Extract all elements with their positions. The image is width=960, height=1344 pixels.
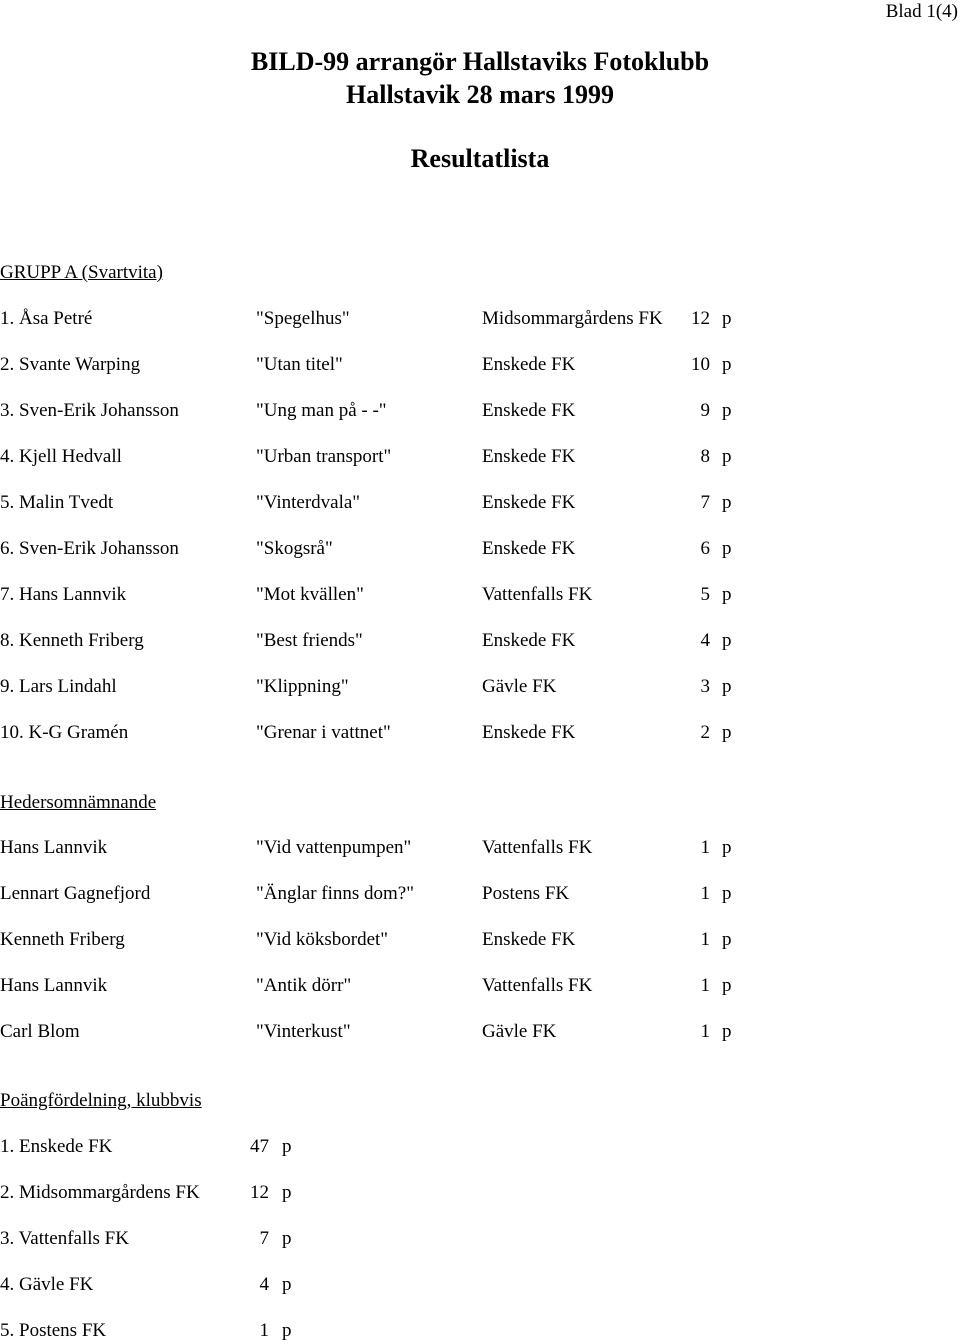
points-value: 4 xyxy=(259,1274,269,1295)
photo-title: "Utan titel" xyxy=(256,354,343,375)
club-name: Vattenfalls FK xyxy=(482,975,593,996)
photo-title: "Antik dörr" xyxy=(256,975,352,996)
points-value: 7 xyxy=(259,1228,269,1249)
club-points-row xyxy=(0,1181,960,1205)
photographer-name: Kenneth Friberg xyxy=(0,929,125,950)
points-unit: p xyxy=(282,1182,292,1203)
group-a-result-row xyxy=(0,491,960,515)
photo-title: "Vid vattenpumpen" xyxy=(256,837,412,858)
club-name: Vattenfalls FK xyxy=(482,584,593,605)
results-heading: Resultatlista xyxy=(410,144,550,173)
photographer-name: 5. Malin Tvedt xyxy=(0,492,114,513)
document-date-line: Hallstavik 28 mars 1999 xyxy=(346,80,614,109)
points-unit: p xyxy=(722,354,732,375)
club-name: Enskede FK xyxy=(482,492,576,513)
photographer-name: Hans Lannvik xyxy=(0,975,108,996)
club-name: Enskede FK xyxy=(482,446,576,467)
points-value: 9 xyxy=(700,400,710,421)
honorable-mention-heading: Hedersomnämnande xyxy=(0,792,157,813)
points-unit: p xyxy=(282,1136,292,1157)
points-value: 4 xyxy=(700,630,710,651)
club-points-row xyxy=(0,1273,960,1297)
club-name: Enskede FK xyxy=(482,722,576,743)
photo-title: "Mot kvällen" xyxy=(256,584,364,605)
group-a-result-row xyxy=(0,307,960,331)
photographer-name: 4. Kjell Hedvall xyxy=(0,446,122,467)
points-unit: p xyxy=(722,630,732,651)
points-value: 12 xyxy=(691,308,710,329)
club-name: 3. Vattenfalls FK xyxy=(0,1228,129,1249)
club-name: 4. Gävle FK xyxy=(0,1274,94,1295)
group-a-heading: GRUPP A (Svartvita) xyxy=(0,262,163,283)
club-name: 5. Postens FK xyxy=(0,1320,107,1341)
photographer-name: 1. Åsa Petré xyxy=(0,308,93,329)
photographer-name: Lennart Gagnefjord xyxy=(0,883,151,904)
honorable-mention-row xyxy=(0,974,960,998)
points-unit: p xyxy=(722,446,732,467)
photographer-name: 6. Sven-Erik Johansson xyxy=(0,538,179,559)
points-unit: p xyxy=(722,492,732,513)
club-points-heading: Poängfördelning, klubbvis xyxy=(0,1090,202,1111)
points-value: 1 xyxy=(700,837,710,858)
points-value: 3 xyxy=(700,676,710,697)
photographer-name: 2. Svante Warping xyxy=(0,354,141,375)
group-a-result-row xyxy=(0,583,960,607)
photographer-name: 8. Kenneth Friberg xyxy=(0,630,144,651)
photo-title: "Änglar finns dom?" xyxy=(256,883,414,904)
club-points-row xyxy=(0,1135,960,1159)
club-name: Enskede FK xyxy=(482,400,576,421)
photographer-name: 9. Lars Lindahl xyxy=(0,676,117,697)
points-unit: p xyxy=(282,1320,292,1341)
club-name: Enskede FK xyxy=(482,929,576,950)
points-unit: p xyxy=(722,837,732,858)
points-value: 6 xyxy=(700,538,710,559)
photographer-name: 10. K-G Gramén xyxy=(0,722,129,743)
club-name: Enskede FK xyxy=(482,630,576,651)
document-title: BILD-99 arrangör Hallstaviks Fotoklubb xyxy=(250,47,710,76)
photographer-name: 3. Sven-Erik Johansson xyxy=(0,400,179,421)
photo-title: "Best friends" xyxy=(256,630,363,651)
points-unit: p xyxy=(722,676,732,697)
group-a-result-row xyxy=(0,537,960,561)
photographer-name: 7. Hans Lannvik xyxy=(0,584,127,605)
points-value: 1 xyxy=(700,883,710,904)
group-a-result-row xyxy=(0,629,960,653)
photo-title: "Klippning" xyxy=(256,676,349,697)
photo-title: "Skogsrå" xyxy=(256,538,333,559)
photo-title: "Vinterkust" xyxy=(256,1021,351,1042)
points-value: 1 xyxy=(259,1320,269,1341)
group-a-result-row xyxy=(0,399,960,423)
page-number-label: Blad 1(4) xyxy=(885,1,958,22)
club-name: Midsommargårdens FK xyxy=(482,308,663,329)
points-unit: p xyxy=(722,975,732,996)
photo-title: "Urban transport" xyxy=(256,446,392,467)
points-value: 12 xyxy=(250,1182,269,1203)
club-name: Gävle FK xyxy=(482,1021,557,1042)
points-unit: p xyxy=(722,929,732,950)
group-a-result-row xyxy=(0,445,960,469)
photo-title: "Ung man på - -" xyxy=(256,400,387,421)
club-name: 2. Midsommargårdens FK xyxy=(0,1182,200,1203)
points-unit: p xyxy=(722,722,732,743)
honorable-mention-row xyxy=(0,836,960,860)
club-name: Enskede FK xyxy=(482,354,576,375)
photo-title: "Vid köksbordet" xyxy=(256,929,389,950)
honorable-mention-row xyxy=(0,928,960,952)
photographer-name: Hans Lannvik xyxy=(0,837,108,858)
club-points-row xyxy=(0,1227,960,1251)
group-a-result-row xyxy=(0,675,960,699)
club-name: Enskede FK xyxy=(482,538,576,559)
points-unit: p xyxy=(722,1021,732,1042)
points-value: 1 xyxy=(700,975,710,996)
club-name: Gävle FK xyxy=(482,676,557,697)
group-a-result-row xyxy=(0,721,960,745)
points-value: 2 xyxy=(700,722,710,743)
points-value: 1 xyxy=(700,929,710,950)
points-unit: p xyxy=(722,538,732,559)
club-name: 1. Enskede FK xyxy=(0,1136,113,1157)
photo-title: "Grenar i vattnet" xyxy=(256,722,391,743)
points-unit: p xyxy=(282,1228,292,1249)
photographer-name: Carl Blom xyxy=(0,1021,80,1042)
points-value: 47 xyxy=(250,1136,269,1157)
points-value: 7 xyxy=(700,492,710,513)
points-unit: p xyxy=(722,584,732,605)
points-value: 8 xyxy=(700,446,710,467)
photo-title: "Spegelhus" xyxy=(256,308,350,329)
club-name: Postens FK xyxy=(482,883,570,904)
points-value: 5 xyxy=(700,584,710,605)
points-unit: p xyxy=(722,308,732,329)
points-unit: p xyxy=(722,400,732,421)
points-unit: p xyxy=(722,883,732,904)
points-value: 10 xyxy=(691,354,710,375)
photo-title: "Vinterdvala" xyxy=(256,492,361,513)
honorable-mention-row xyxy=(0,882,960,906)
honorable-mention-row xyxy=(0,1020,960,1044)
club-name: Vattenfalls FK xyxy=(482,837,593,858)
points-unit: p xyxy=(282,1274,292,1295)
points-value: 1 xyxy=(700,1021,710,1042)
club-points-row xyxy=(0,1319,960,1343)
group-a-result-row xyxy=(0,353,960,377)
